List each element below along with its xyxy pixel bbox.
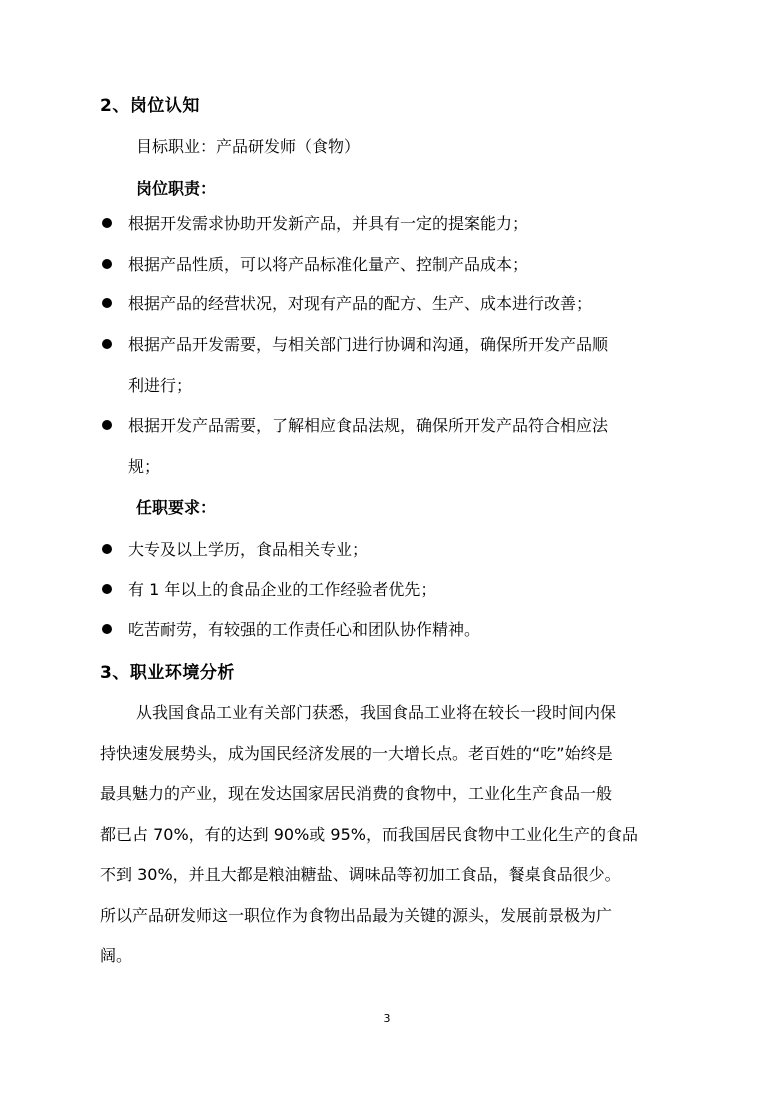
requirement-item-1: 大专及以上学历，食品相关专业； <box>128 540 369 559</box>
bullet-icon <box>102 218 112 228</box>
bullet-icon <box>102 339 112 349</box>
paragraph-line: 不到 30%，并且大都是粮油糖盐、调味品等初加工食品，餐桌食品很少。 <box>100 865 621 884</box>
page-number: 3 <box>383 1012 391 1025</box>
requirement-item-2: 有 1 年以上的食品企业的工作经验者优先； <box>128 580 437 599</box>
bullet-icon <box>102 584 112 594</box>
paragraph-line: 最具魅力的产业，现在发达国家居民消费的食物中，工业化生产食品一般 <box>100 784 613 803</box>
bullet-icon <box>102 544 112 554</box>
section2-heading: 2、岗位认知 <box>100 96 200 116</box>
duties-title: 岗位职责： <box>136 179 217 198</box>
duty-item-4-line-1: 根据产品开发需要，与相关部门进行协调和沟通，确保所开发产品顺 <box>128 335 609 354</box>
bullet-icon <box>102 298 112 308</box>
duty-item-5-line-2: 规； <box>128 457 161 476</box>
paragraph-line: 持快速发展势头，成为国民经济发展的一大增长点。老百姓的“吃”始终是 <box>100 744 613 763</box>
duty-item-1: 根据开发需求协助开发新产品，并具有一定的提案能力； <box>128 214 529 233</box>
duty-item-5-line-1: 根据开发产品需要，了解相应食品法规，确保所开发产品符合相应法 <box>128 416 609 435</box>
bullet-icon <box>102 259 112 269</box>
requirements-title: 任职要求： <box>136 498 217 517</box>
requirement-item-3: 吃苦耐劳，有较强的工作责任心和团队协作精神。 <box>128 620 481 639</box>
paragraph-line: 阔。 <box>100 946 133 965</box>
paragraph-line: 所以产品研发师这一职位作为食物出品最为关键的源头，发展前景极为广 <box>100 906 613 925</box>
paragraph-line: 都已占 70%，有的达到 90%或 95%，而我国居民食物中工业化生产的食品 <box>100 825 638 844</box>
section3-heading: 3、职业环境分析 <box>100 663 235 683</box>
bullet-icon <box>102 624 112 634</box>
duty-item-3: 根据产品的经营状况，对现有产品的配方、生产、成本进行改善； <box>128 294 593 313</box>
duty-item-4-line-2: 利进行； <box>128 376 193 395</box>
bullet-icon <box>102 420 112 430</box>
duty-item-2: 根据产品性质，可以将产品标准化量产、控制产品成本； <box>128 255 529 274</box>
paragraph-line: 从我国食品工业有关部门获悉，我国食品工业将在较长一段时间内保 <box>136 703 617 722</box>
target-job: 目标职业：产品研发师（食物） <box>136 137 361 156</box>
